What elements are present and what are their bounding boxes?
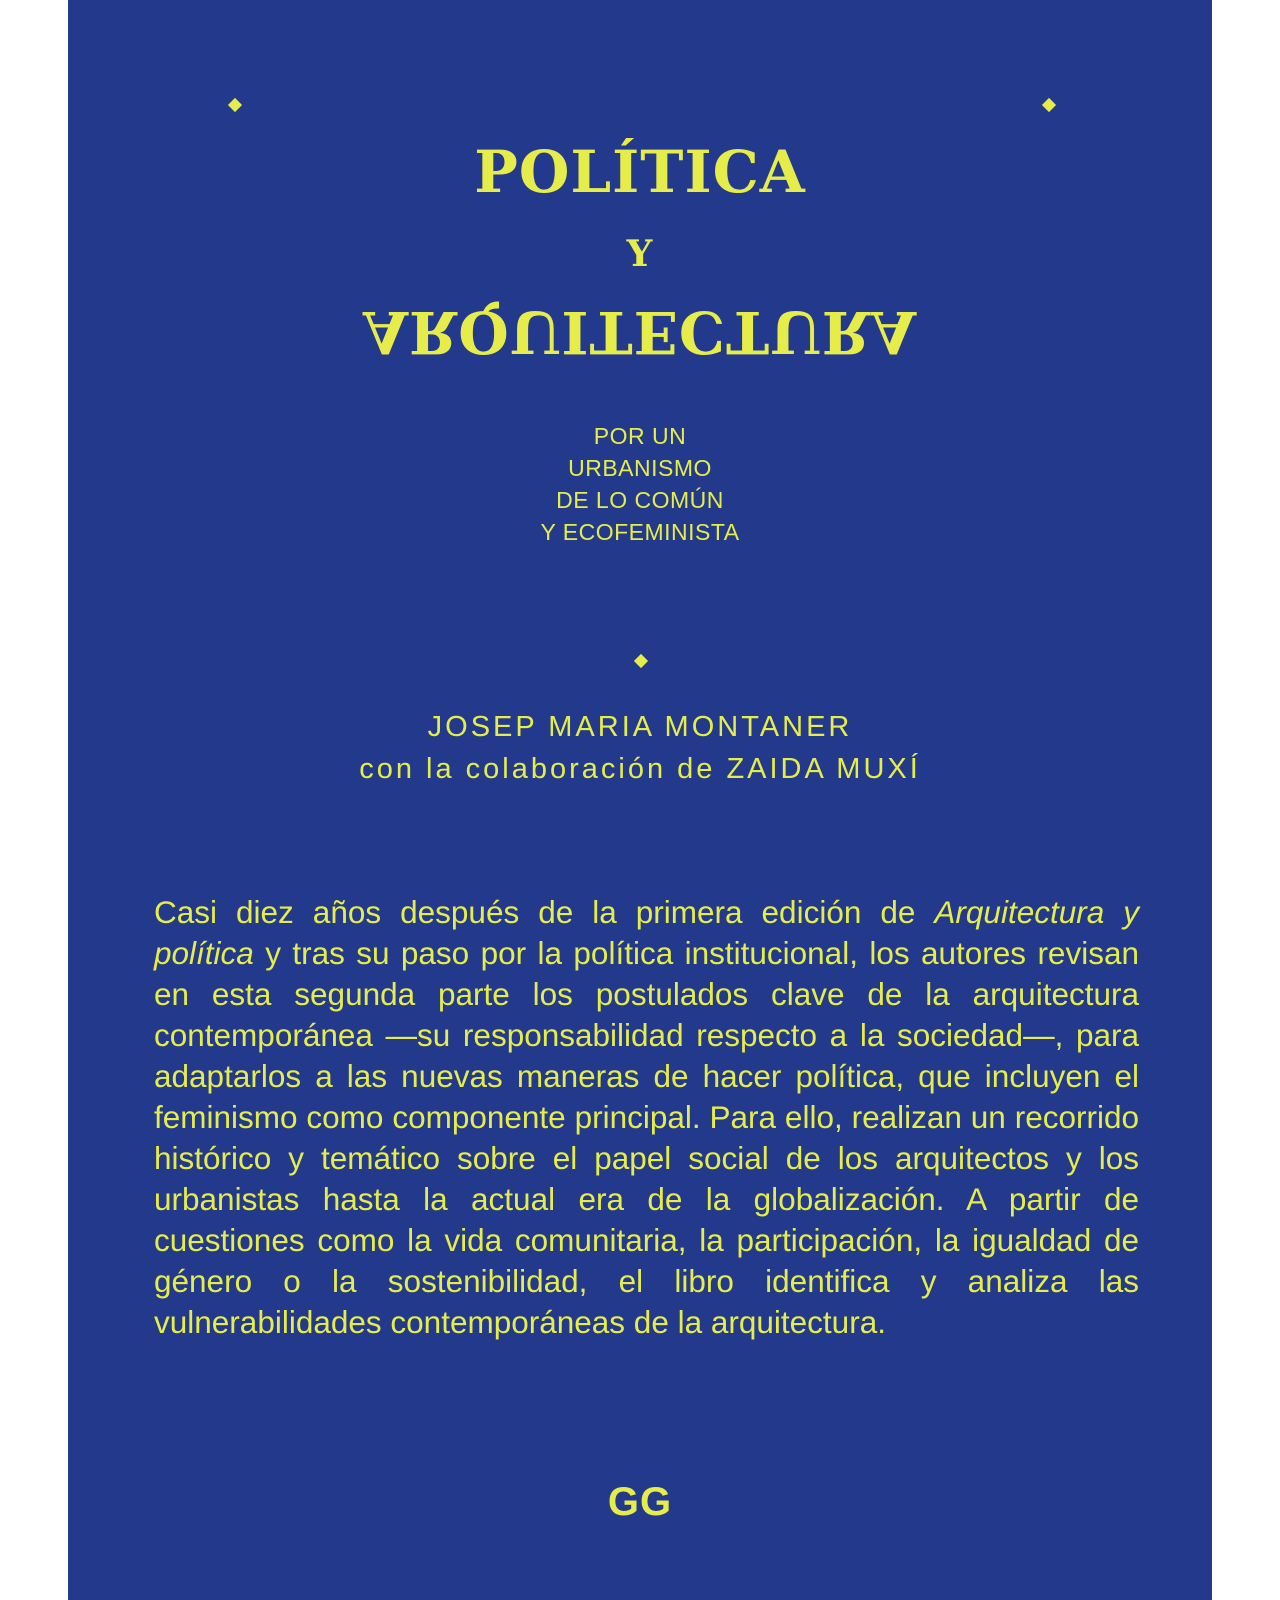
diamond-ornament-center bbox=[634, 654, 648, 668]
subtitle-line: DE LO COMÚN bbox=[556, 487, 724, 513]
title-politica: POLÍTICA bbox=[474, 138, 806, 206]
book-back-cover bbox=[68, 0, 1212, 1600]
title-conjunction: Y bbox=[626, 233, 654, 275]
subtitle-line: URBANISMO bbox=[568, 455, 712, 481]
authors-block bbox=[68, 706, 1212, 790]
diamond-ornament-right bbox=[1042, 98, 1056, 112]
collaboration-credit: con la colaboración de ZAIDA MUXÍ bbox=[359, 753, 921, 785]
blurb-text bbox=[154, 892, 1139, 1343]
title-arquitectura-inverted: ARQUITECTURA bbox=[363, 298, 917, 366]
subtitle-line: Y ECOFEMINISTA bbox=[540, 519, 740, 545]
publisher-logo: GG bbox=[607, 1480, 673, 1524]
blurb-part-2: y tras su paso por la política institucional, los autores revisan en esta segunda parte los postulados clave de la arquitectura contemporánea —su responsabilidad respecto a la sociedad—, para adaptarlos a las nuevas maneras de hacer política, que incluyen el feminismo como componente principal. Para ello, realizan un recorrido histórico y temático sobre el papel social de los arquitectos y los urbanistas hasta la actual era de la globalización. A partir de cuestiones como la vida comunitaria, la participación, la igualdad de género o la sostenibilidad, el libro identifica y analiza las vulnerabilidades contemporáneas de la arquitectura. bbox=[154, 934, 1139, 1340]
blurb-part-1: Casi diez años después de la primera edición de bbox=[154, 893, 935, 930]
subtitle-line: POR UN bbox=[593, 423, 687, 449]
diamond-ornament-left bbox=[228, 98, 242, 112]
subtitle bbox=[68, 420, 1212, 548]
author-name: JOSEP MARIA MONTANER bbox=[427, 711, 853, 743]
blurb-book-title: Arquitectura y política bbox=[154, 893, 1139, 971]
